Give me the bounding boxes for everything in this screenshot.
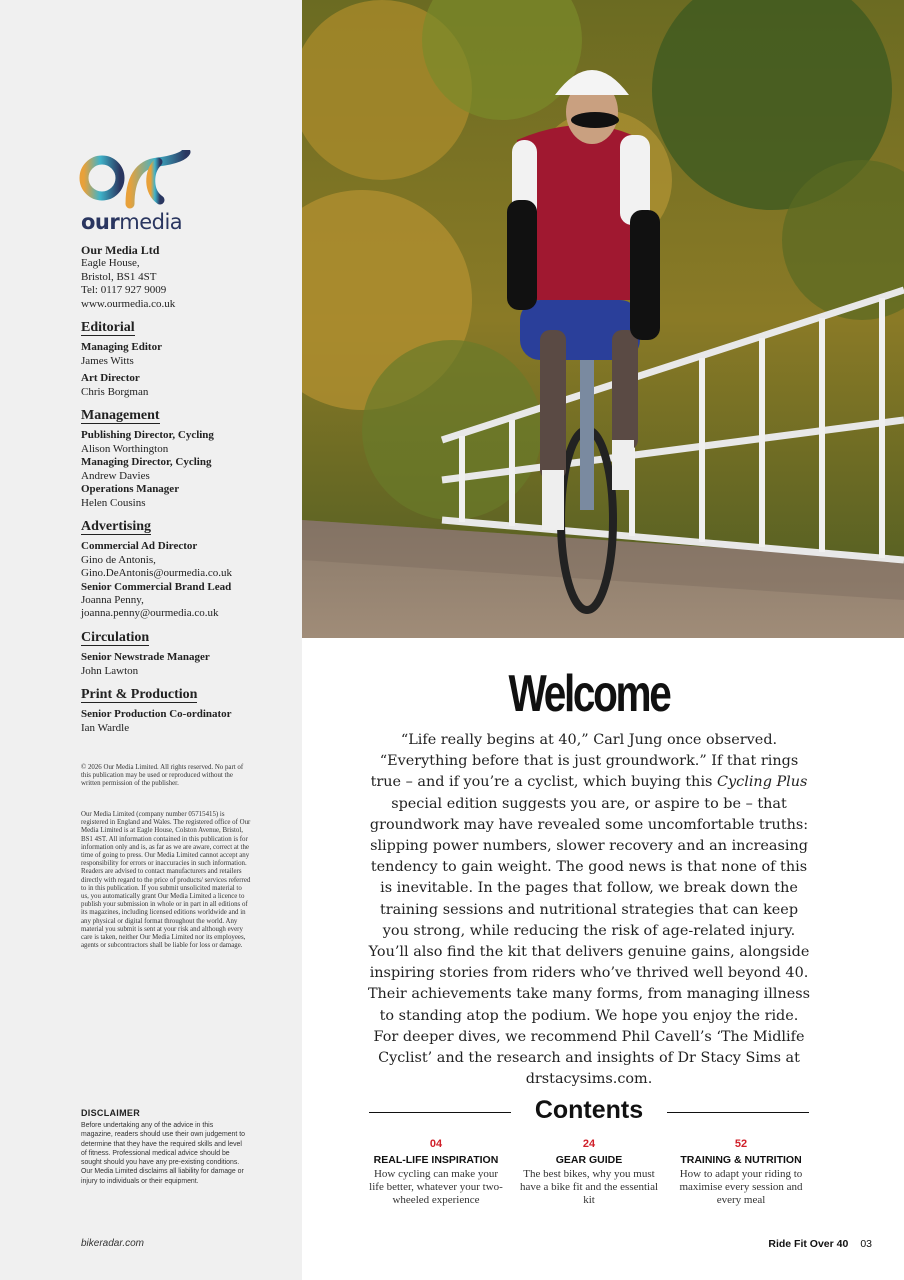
credit-role: Managing Editor (81, 341, 162, 354)
contents-item[interactable] (366, 1138, 506, 1207)
company-legal-info: Our Media Limited (company number 05715415) is registered in England and Wales. The registered office of Our Media Limited is at Eagle House, Colston Avenue, Bristol, BS1 4ST. All information contained in this publication is for information only and is, as far as we are aware, correct at the time of going to press. Our Media Limited cannot accept any responsibility for errors or inaccuracies in such information. Readers are advised to contact manufacturers and retailers directly with regard to the price of products/ services referred to in this publication. If you submit unsolicited material to us, you automatically grant Our Media Limited a licence to publish your submission in whole or in part in all editions of its magazines, including licensed editions worldwide and in any physical or digital format throughout the world. Any material you submit is sent at your risk and although every care is taken, neither Our Media Limited nor its employees, agents or subcontractors shall be liable for loss or damage. (81, 811, 251, 950)
credit-role: Commercial Ad Director (81, 540, 198, 553)
credit-name: Andrew Davies (81, 469, 150, 482)
phone-number: Tel: 0117 927 9009 (81, 284, 167, 297)
contents-description: How cycling can make your life better, whatever your two-wheeled experience (369, 1168, 503, 1206)
credit-role: Art Director (81, 372, 140, 385)
masthead-credits (81, 244, 256, 735)
masthead-sidebar (0, 0, 302, 1280)
credit-name: Helen Cousins (81, 496, 146, 509)
address-line: Bristol, BS1 4ST (81, 270, 157, 283)
contents-page-number: 24 (582, 1138, 596, 1150)
credit-email: joanna.penny@ourmedia.co.uk (81, 607, 219, 620)
contents-item[interactable] (671, 1138, 811, 1207)
credit-email: Gino.DeAntonis@ourmedia.co.uk (81, 567, 232, 580)
footer-folio (768, 1238, 872, 1250)
address-line: Eagle House, (81, 257, 140, 270)
contents-heading: TRAINING & NUTRITION (680, 1154, 802, 1166)
credit-role: Senior Production Co-ordinator (81, 708, 232, 721)
website: www.ourmedia.co.uk (81, 297, 176, 310)
credit-name: Gino de Antonis, (81, 553, 156, 566)
contents-header (369, 1096, 809, 1128)
welcome-heading: Welcome (508, 665, 670, 723)
contents-title: Contents (534, 1096, 644, 1124)
credit-name: James Witts (81, 354, 134, 367)
credit-role: Operations Manager (81, 483, 180, 496)
credit-name: Joanna Penny, (81, 593, 144, 606)
credit-name: Ian Wardle (81, 721, 130, 734)
cyclist-photo (302, 0, 904, 638)
company-name: Our Media Ltd (81, 243, 160, 257)
contents-heading: REAL-LIFE INSPIRATION (373, 1154, 499, 1166)
section-heading-circulation: Circulation (81, 629, 150, 645)
disclaimer-text: Before undertaking any of the advice in this magazine, readers should use their own judgement to determine that they have the required skills and level of fitness. Professional medical advice should be sought should you have any pre-existing conditions. Our Media Limited disclaims all liability for damage or injury to individuals or their equipment. (81, 1122, 245, 1185)
copyright-notice: © 2026 Our Media Limited. All rights reserved. No part of this publication may be used or reproduced without the written permission of the publisher. (81, 764, 244, 788)
section-heading-advertising: Advertising (81, 518, 151, 534)
credit-role: Senior Commercial Brand Lead (81, 580, 232, 593)
disclaimer-heading: DISCLAIMER (81, 1108, 140, 1118)
credit-role: Publishing Director, Cycling (81, 429, 214, 442)
contents-description: How to adapt your riding to maximise every session and every meal (679, 1168, 803, 1206)
footer-title: Ride Fit Over 40 (768, 1238, 849, 1250)
contents-page-number: 52 (734, 1138, 748, 1150)
credit-role: Senior Newstrade Manager (81, 651, 210, 664)
welcome-body: “Life really begins at 40,” Carl Jung once observed. “Everything before that is just groundwork.” If that rings true – and if you’re a cyclist, which buying this Cycling Plus special edition suggests you are, or aspire to be – that groundwork may have revealed some uncomfortable truths: slipping power numbers, slower recovery and an increasing tendency to gain weight. The good news is that none of this is inevitable. In the pages that follow, we break down the training sessions and nutritional strategies that can keep you strong, while reducing the risk of age-related injury. You’ll also find the kit that delivers genuine gains, alongside inspiring stories from riders who’ve thrived well beyond 40. Their achievements take many forms, from managing illness to standing atop the podium. We hope you enjoy the ride. For deeper dives, we recommend Phil Cavell’s ‘The Midlife Cyclist’ and the research and insights of Dr Stacy Sims at drstacysims.com. (367, 732, 811, 1088)
credit-name: John Lawton (81, 664, 139, 677)
credit-role: Managing Director, Cycling (81, 456, 212, 469)
footer-website: bikeradar.com (81, 1238, 144, 1249)
divider (667, 1112, 809, 1113)
credit-name: Alison Worthington (81, 442, 169, 455)
section-heading-production: Print & Production (81, 686, 198, 702)
contents-page-number: 04 (429, 1138, 443, 1150)
magazine-title: Cycling Plus (717, 774, 808, 791)
credit-name: Chris Borgman (81, 385, 149, 398)
page-number: 03 (860, 1238, 872, 1250)
section-heading-editorial: Editorial (81, 320, 135, 336)
contents-description: The best bikes, why you must have a bike fit and the essential kit (519, 1168, 659, 1206)
contents-heading: GEAR GUIDE (555, 1154, 623, 1166)
ourmedia-wordmark: ourmedia (81, 210, 183, 234)
section-heading-management: Management (81, 408, 160, 424)
contents-item[interactable] (519, 1138, 659, 1207)
